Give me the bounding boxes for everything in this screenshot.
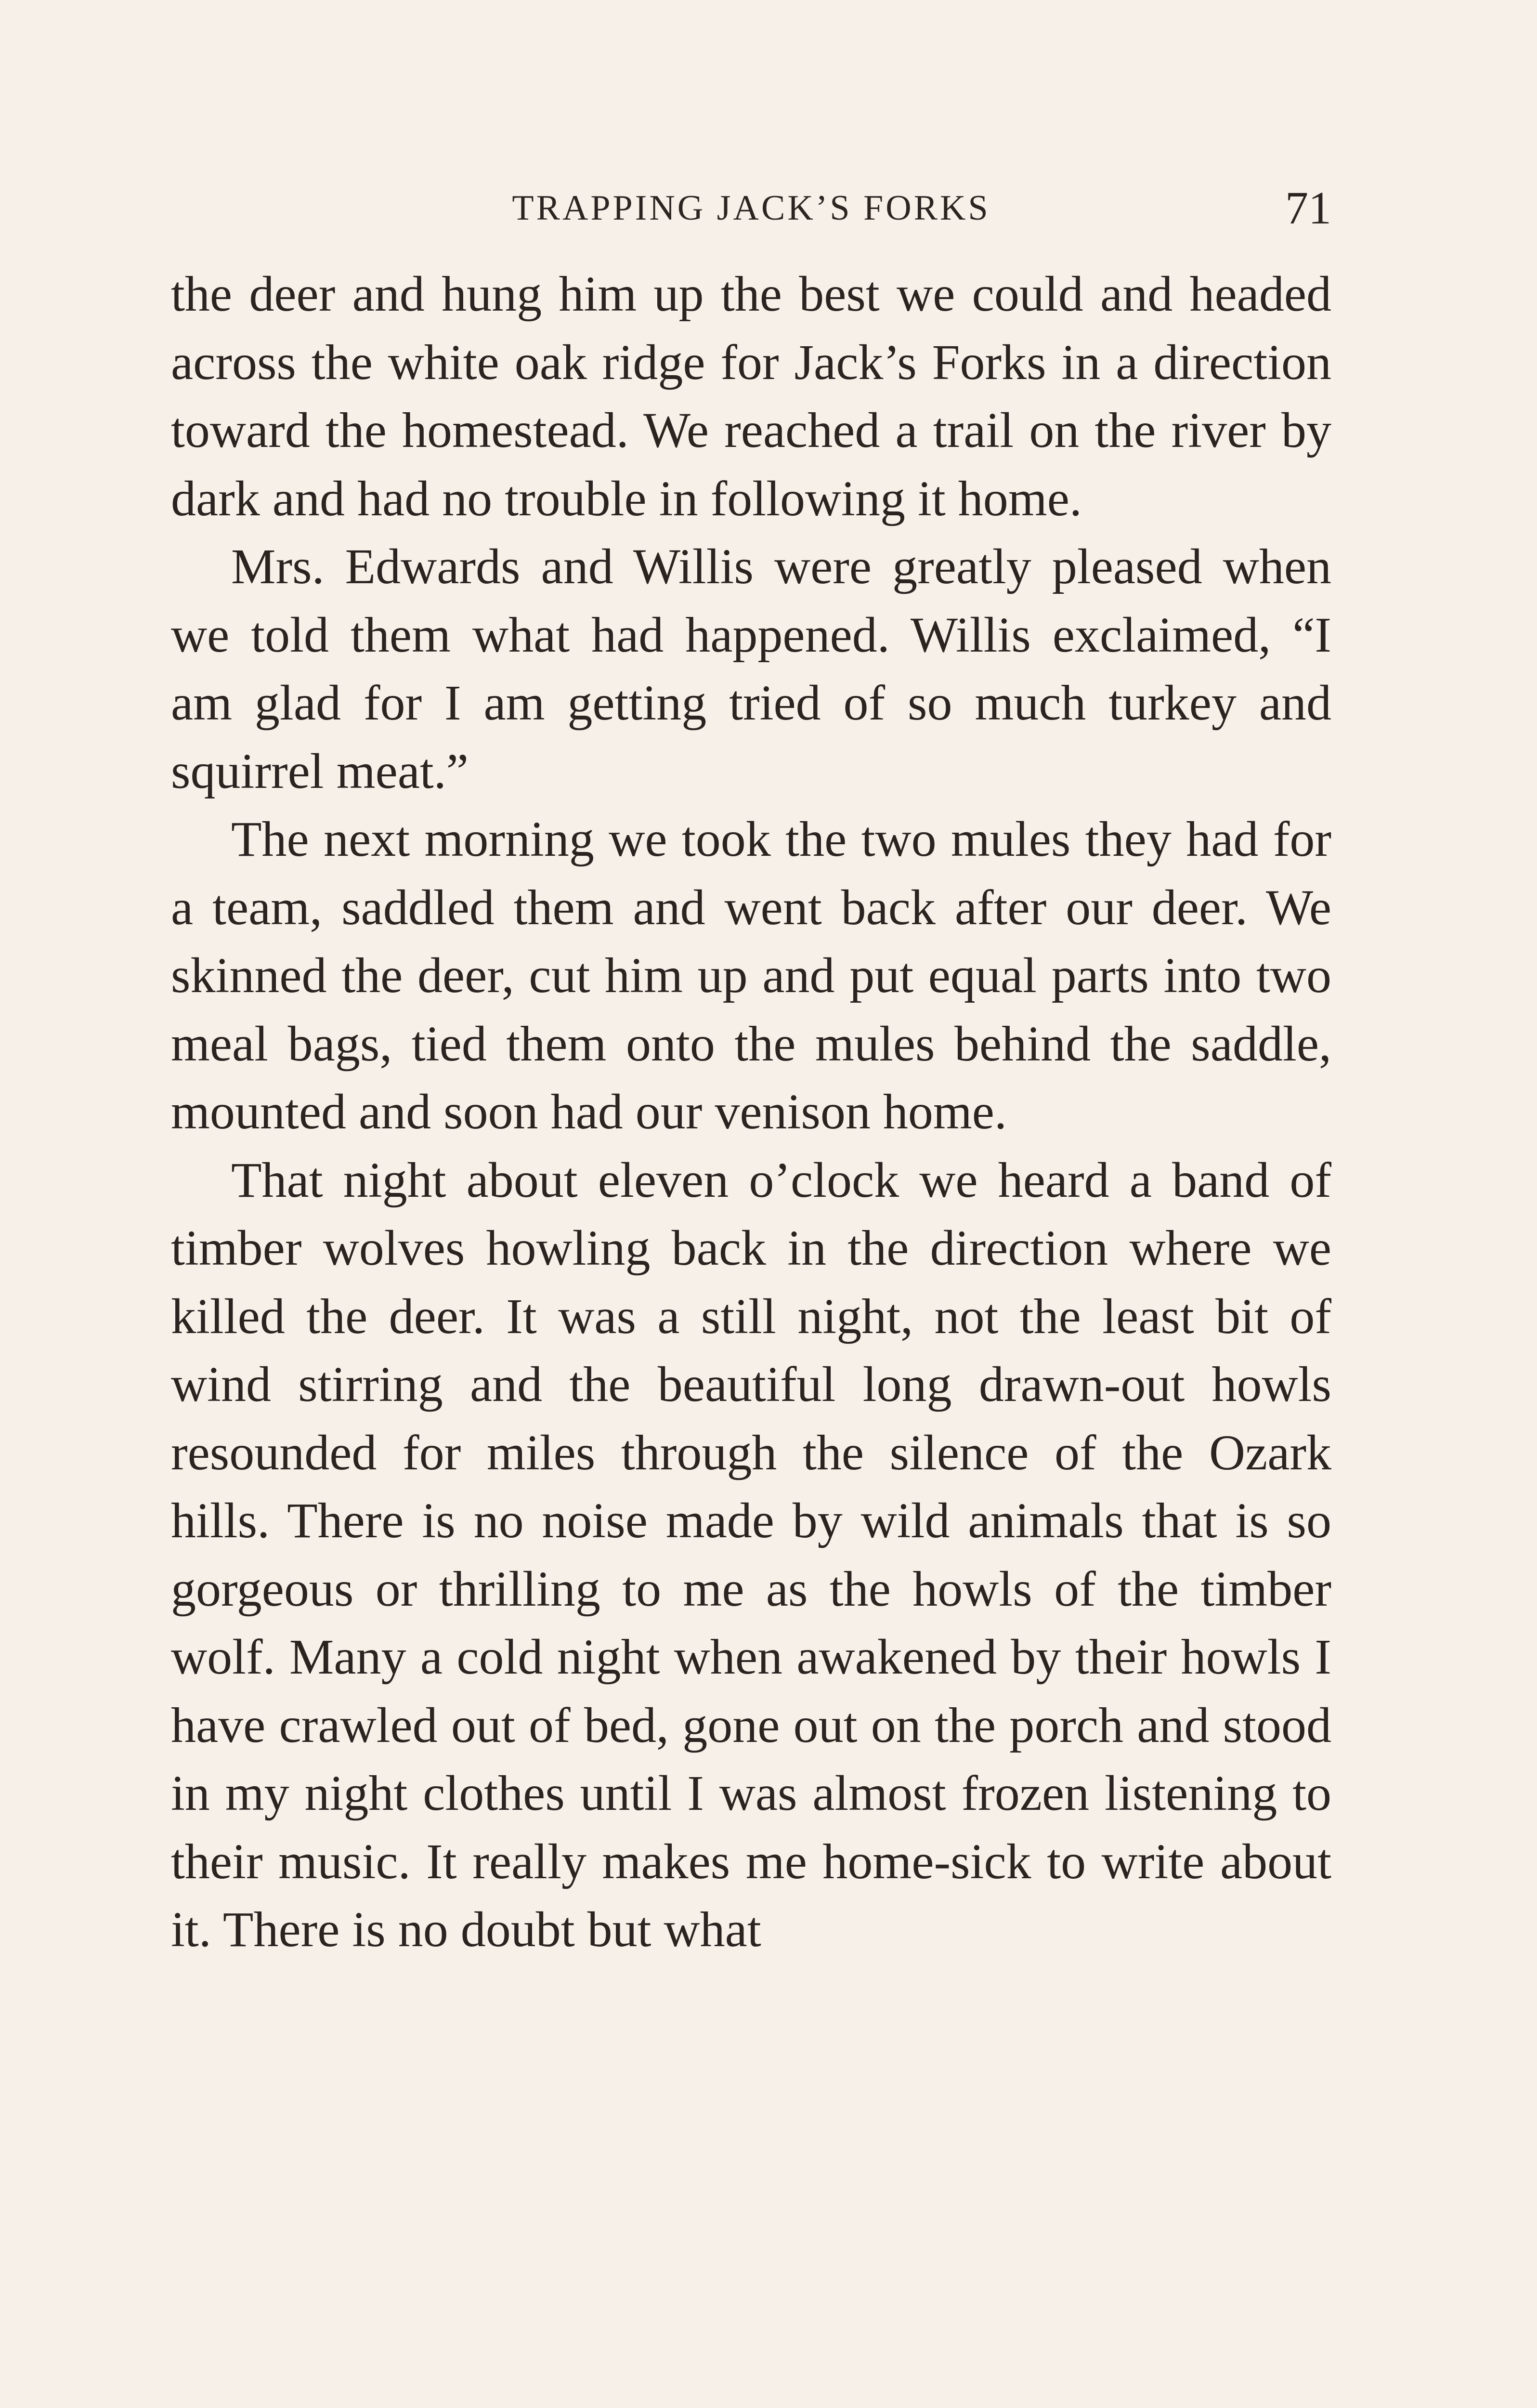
running-title: TRAPPING JACK’S FORKS [512, 188, 990, 228]
running-header [171, 183, 1331, 236]
body-text [171, 260, 1331, 1964]
page-number: 71 [1285, 182, 1331, 234]
paragraph-1: the deer and hung him up the best we could and headed across the white oak ridge for Jack’s Forks in a direction toward the homestead. We reached a trail on the river by dark and had no trouble in following it home. [171, 266, 1331, 526]
paragraph-4: That night about eleven o’clock we heard a band of timber wolves howling back in the direction where we killed the deer. It was a still night, not the least bit of wind stirring and the beautiful long drawn-out howls resounded for miles through the silence of the Ozark hills. There is no noise made by wild animals that is so gorgeous or thrilling to me as the howls of the timber wolf. Many a cold night when awakened by their howls I have crawled out of bed, gone out on the porch and stood in my night clothes until I was almost frozen listening to their music. It really makes me home-sick to write about it. There is no doubt but what [171, 1152, 1331, 1957]
paragraph-3: The next morning we took the two mules they had for a team, saddled them and went back after our deer. We skinned the deer, cut him up and put equal parts into two meal bags, tied them onto the mules behind the saddle, mounted and soon had our venison home. [171, 811, 1331, 1139]
paragraph-2: Mrs. Edwards and Willis were greatly pleased when we told them what had happened. Willis exclaimed, “I am glad for I am getting tried of so much turkey and squirrel meat.” [171, 539, 1331, 799]
